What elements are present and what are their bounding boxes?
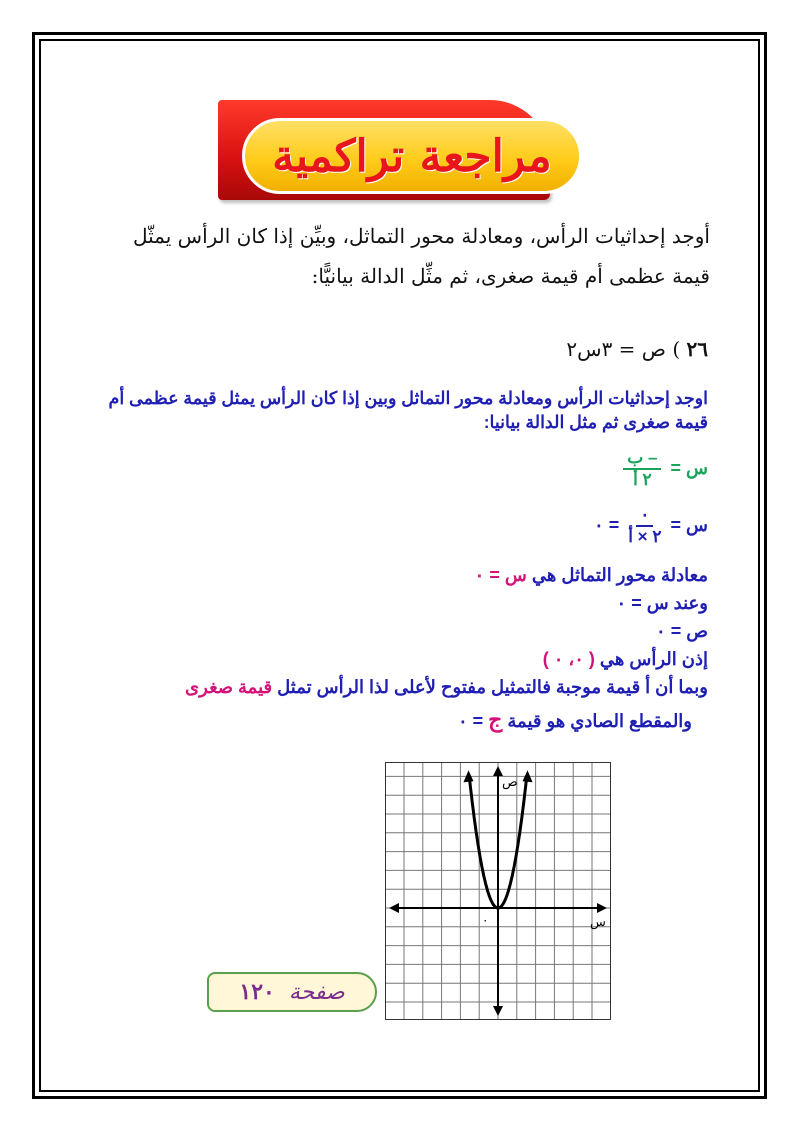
intercept-var: ج: [488, 707, 503, 732]
vertex-text: إذن الرأس هي: [599, 649, 708, 669]
vertex-line: [543, 649, 708, 670]
x-value-fraction: [628, 505, 661, 547]
y-axis-label: ص: [502, 775, 518, 790]
instruction-line-1: أوجد إحداثيات الرأس، ومعادلة محور التماثل، وبيِّن إذا كان الرأس يمثّل: [133, 224, 710, 248]
axis-of-symmetry-line: [475, 565, 708, 586]
textbook-instruction: [70, 216, 710, 296]
page-reference-tag: [207, 972, 377, 1012]
x-formula: [619, 448, 708, 490]
x-value-line: [594, 505, 708, 547]
axis-text: معادلة محور التماثل هي: [531, 565, 708, 585]
origin-label: ٠: [482, 913, 489, 927]
solution-heading-line-1: اوجد إحداثيات الرأس ومعادلة محور التماثل وبين إذا كان الرأس يمثل قيمة عظمى أم: [108, 388, 708, 408]
banner: [242, 118, 582, 194]
vertex-value: ( ٠، ٠ ): [542, 649, 595, 669]
opens-up-line: [185, 677, 708, 698]
x-value-denominator: ٢ × أ: [628, 527, 662, 546]
page-number: ١٢٠: [239, 979, 275, 1005]
opens-text: وبما أن أ قيمة موجبة فالتمثيل مفتوح لأعلى لذا الرأس تمثل: [277, 677, 708, 697]
x-value-numerator: ٠: [636, 505, 653, 527]
instruction-line-2: قيمة عظمى أم قيمة صغرى، ثم مثِّل الدالة بيانيًّا:: [311, 264, 710, 288]
when-x-line: وعند س = ٠: [616, 593, 708, 613]
page-label: صفحة: [288, 979, 345, 1005]
x-formula-denominator: ٢ أ: [633, 470, 652, 489]
banner-title: مراجعة تراكمية: [272, 130, 552, 182]
y-intercept-line: [458, 707, 692, 733]
exercise-number: ٢٦: [686, 337, 708, 361]
x-formula-fraction: [623, 448, 661, 490]
exercise-equation: ص = ٣س٢: [566, 337, 666, 361]
exercise-26: [566, 337, 708, 361]
intercept-value: = ٠: [457, 711, 484, 731]
x-axis-label: س: [590, 915, 606, 930]
opens-value: قيمة صغرى: [185, 677, 273, 697]
x-formula-lhs: س =: [670, 457, 708, 478]
x-value-result: = ٠: [594, 514, 620, 535]
intercept-text: والمقطع الصادي هو قيمة: [507, 711, 692, 731]
exercise-paren: ): [672, 337, 681, 361]
x-formula-numerator: – ب: [623, 448, 661, 470]
parabola-graph: [385, 762, 611, 1020]
solution-heading-line-2: قيمة صغرى ثم مثل الدالة بيانيا:: [483, 412, 708, 432]
x-value-lhs: س =: [670, 514, 708, 535]
y-value-line: ص = ٠: [656, 621, 708, 641]
axis-value: س = ٠: [474, 565, 527, 585]
